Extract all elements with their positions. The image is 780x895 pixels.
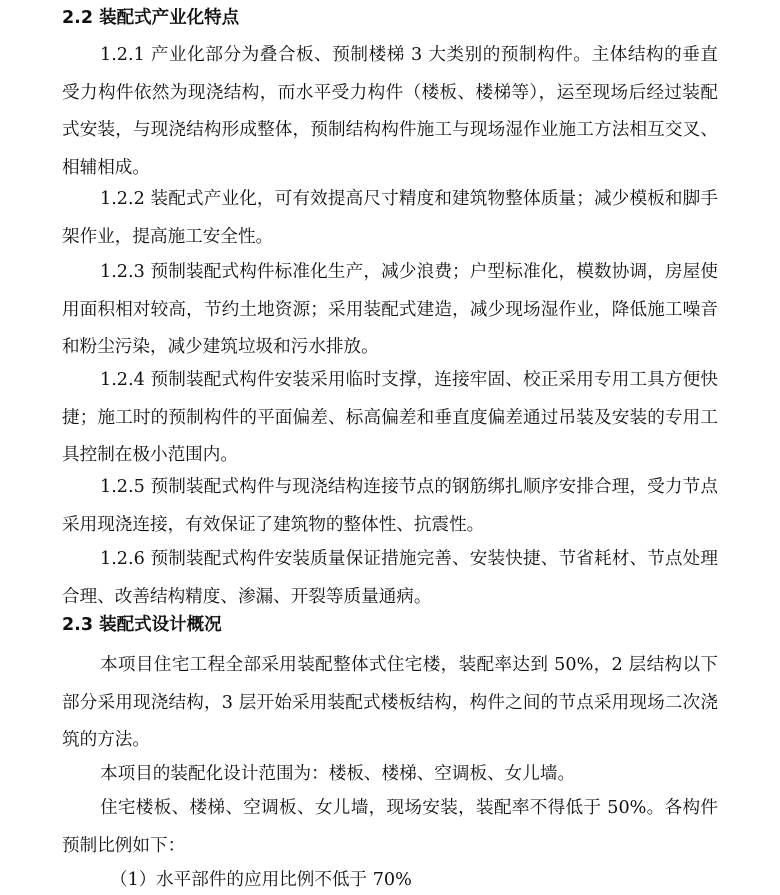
paragraph-design-scope: 本项目的装配化设计范围为：楼板、楼梯、空调板、女儿墙。 [100, 764, 576, 784]
paragraph-1-2-6: 1.2.6 预制装配式构件安装质量保证措施完善、安装快捷、节省耗材、节点处理合理、改善结构精度、渗漏、开裂等质量通病。 [62, 549, 718, 607]
list-item [110, 866, 412, 894]
section-heading-2-2: 2.2 装配式产业化特点 [62, 8, 240, 28]
paragraph-1-2-2: 1.2.2 装配式产业化，可有效提高尺寸精度和建筑物整体质量；减少模板和脚手架作业，提高施工安全性。 [62, 189, 718, 247]
paragraph-prefab-ratio: 住宅楼板、楼梯、空调板、女儿墙，现场安装，装配率不得低于 50%。各构件预制比例如下： [62, 798, 718, 856]
paragraph-1-2-5: 1.2.5 预制装配式构件与现浇结构连接节点的钢筋绑扎顺序安排合理，受力节点采用现浇连接，有效保证了建筑物的整体性、抗震性。 [62, 477, 718, 535]
paragraph-project-overview: 本项目住宅工程全部采用装配整体式住宅楼，装配率达到 50%，2 层结构以下部分采用现浇结构，3 层开始采用装配式楼板结构，构件之间的节点采用现场二次浇筑的方法。 [62, 655, 718, 750]
paragraph-1-2-3: 1.2.3 预制装配式构件标准化生产，减少浪费；户型标准化，模数协调，房屋使用面积相对较高，节约土地资源；采用装配式建造，减少现场湿作业，降低施工噪音和粉尘污染，减少建筑垃圾和污水排放。 [62, 262, 718, 357]
list-item-text: 水平部件的应用比例不低于 70% [156, 870, 412, 890]
list-item-marker: （1） [110, 870, 157, 890]
paragraph-1-2-4: 1.2.4 预制装配式构件安装采用临时支撑，连接牢固、校正采用专用工具方便快捷；施工时的预制构件的平面偏差、标高偏差和垂直度偏差通过吊装及安装的专用工具控制在极小范围内。 [62, 370, 718, 465]
paragraph-1-2-1: 1.2.1 产业化部分为叠合板、预制楼梯 3 大类别的预制构件。主体结构的垂直受力构件依然为现浇结构，而水平受力构件（楼板、楼梯等），运至现场后经过装配式安装，与现浇结构形成整体，预制结构构件施工与现场湿作业施工方法相互交叉、相辅相成。 [62, 45, 718, 178]
section-heading-2-3: 2.3 装配式设计概况 [62, 615, 222, 635]
